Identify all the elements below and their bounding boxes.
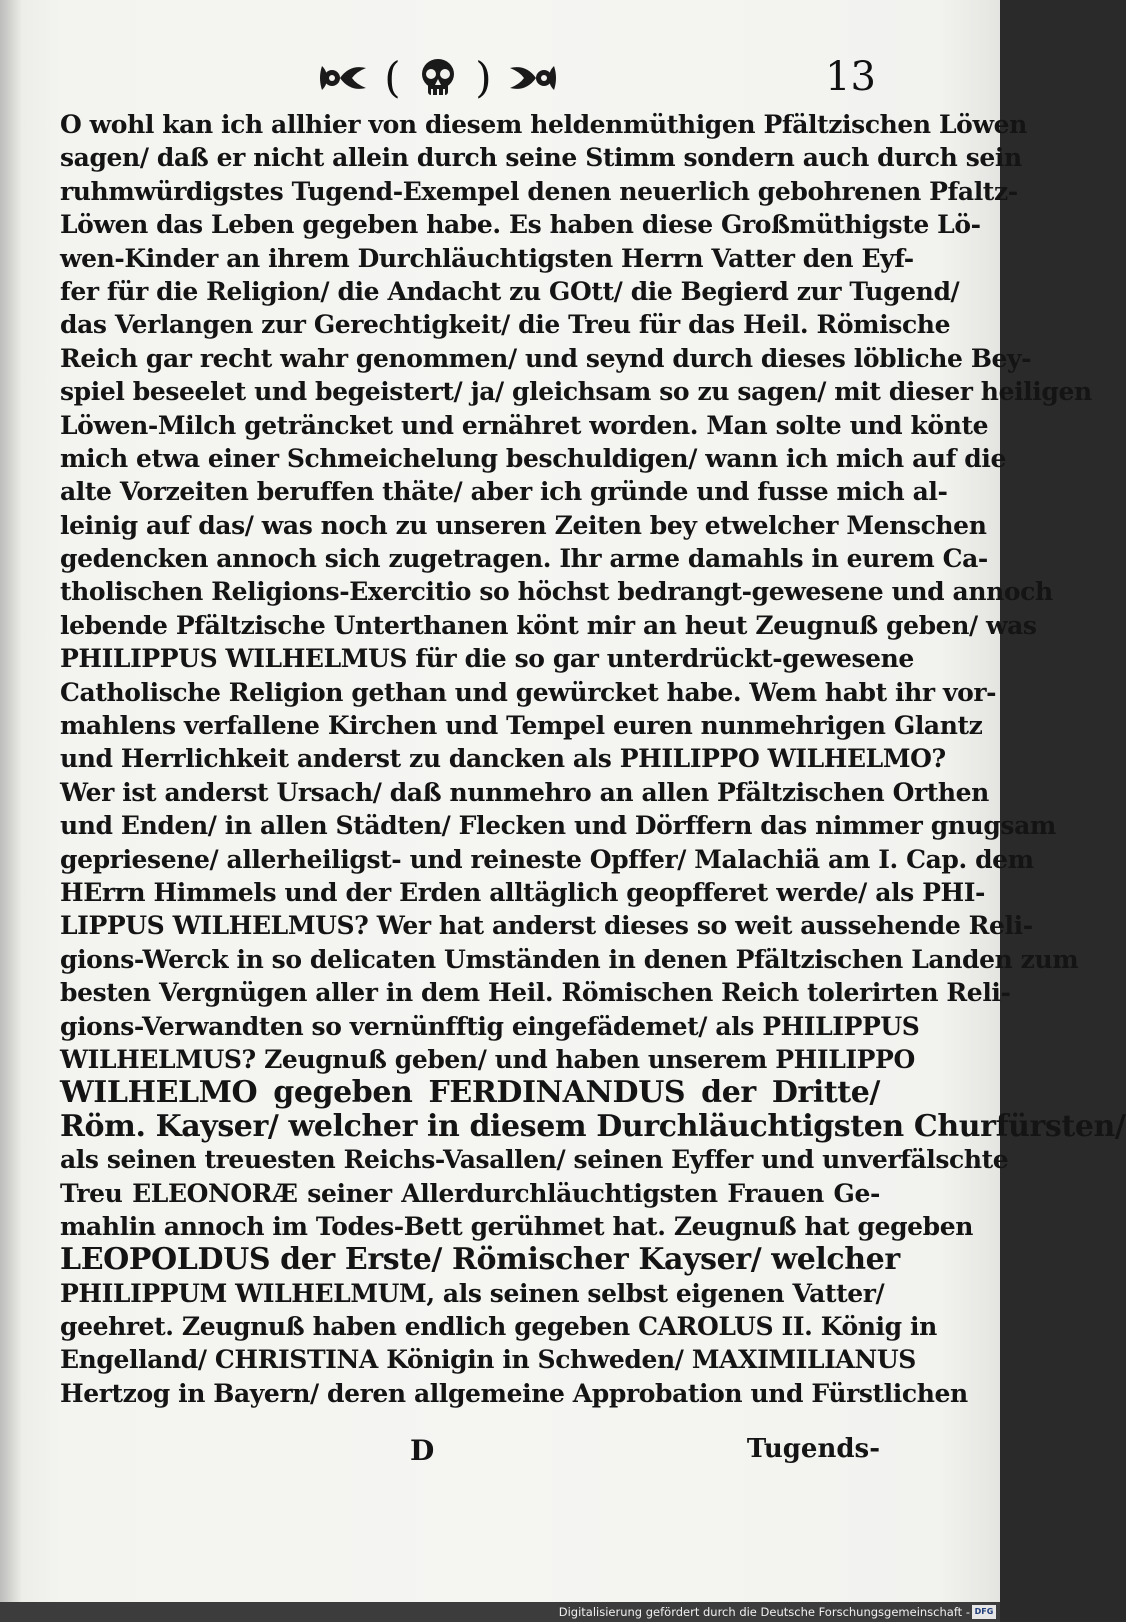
text-line: WILHELMUS? Zeugnuß geben/ und haben unserem PHILIPPO <box>60 1044 915 1074</box>
skull-icon <box>415 55 461 101</box>
text-line: fer für die Religion/ die Andacht zu GOtt/ die Begierd zur Tugend/ <box>60 276 960 306</box>
page-number: 13 <box>825 54 876 100</box>
text-line: geehret. Zeugnuß haben endlich gegeben CAROLUS II. König in <box>60 1312 937 1342</box>
text-line: PHILIPPUS WILHELMUS für die so gar unterdrückt-gewesene <box>60 644 914 674</box>
header-paren-close: ) <box>475 53 492 102</box>
text-line: lebende Pfältzische Unterthanen könt mir an heut Zeugnuß geben/ was <box>60 610 1037 640</box>
text-line: spiel beseelet und begeistert/ ja/ gleichsam so zu sagen/ mit dieser heiligen <box>60 377 1092 407</box>
text-line: LIPPUS WILHELMUS? Wer hat anderst dieses so weit aussehende Reli- <box>60 911 1033 941</box>
text-line: O wohl kan ich allhier von diesem heldenmüthigen Pfältzischen Löwen <box>60 110 1027 139</box>
page-header <box>0 48 1000 108</box>
text-line: HErrn Himmels und der Erden alltäglich geopfferet werde/ als PHI- <box>60 877 985 907</box>
text-line: Hertzog in Bayern/ deren allgemeine Approbation und Fürstlichen <box>60 1378 968 1408</box>
text-line: Löwen-Milch geträncket und ernähret worden. Man solte und könte <box>60 410 989 440</box>
credit-text: Digitalisierung gefördert durch die Deutsche Forschungsgemeinschaft - <box>558 1605 970 1619</box>
header-paren-open: ( <box>384 53 401 102</box>
ornament-left-icon <box>318 58 370 98</box>
text-line: Reich gar recht wahr genommen/ und seynd durch dieses löbliche Bey- <box>60 343 1032 373</box>
catchword: Tugends- <box>746 1434 880 1464</box>
text-line: Wer ist anderst Ursach/ daß nunmehro an allen Pfältzischen Orthen <box>60 777 989 807</box>
text-line: und Enden/ in allen Städten/ Flecken und Dörffern das nimmer gnugsam <box>60 811 1056 841</box>
dfg-logo-icon: DFG <box>972 1605 996 1619</box>
text-line: mahlens verfallene Kirchen und Tempel euren nunmehrigen Glantz <box>60 711 983 741</box>
gutter-shadow <box>0 0 22 1622</box>
text-line: Engelland/ CHRISTINA Königin in Schweden/ MAXIMILIANUS <box>60 1345 916 1375</box>
header-ornament <box>318 48 558 108</box>
text-line: tholischen Religions-Exercitio so höchst bedrangt-gewesene und annoch <box>60 577 1053 607</box>
text-line: ruhmwürdigstes Tugend-Exempel denen neuerlich gebohrenen Pfaltz- <box>60 176 1018 206</box>
text-line: alte Vorzeiten beruffen thäte/ aber ich gründe und fusse mich al- <box>60 477 948 507</box>
text-line: WILHELMO gegeben FERDINANDUS der Dritte/ <box>60 1075 880 1111</box>
body-text <box>60 108 1126 1410</box>
text-line: Röm. Kayser/ welcher in diesem Durchläuchtigsten Churfürsten/ <box>60 1108 1126 1144</box>
credit-bar <box>0 1602 1000 1622</box>
text-line: gions-Verwandten so vernünfftig eingefädemet/ als PHILIPPUS <box>60 1011 920 1041</box>
text-line: sagen/ daß er nicht allein durch seine Stimm sondern auch durch sein <box>60 143 1022 173</box>
text-line: gedencken annoch sich zugetragen. Ihr arme damahls in eurem Ca- <box>60 544 988 574</box>
text-line: PHILIPPUM WILHELMUM, als seinen selbst eigenen Vatter/ <box>60 1278 885 1308</box>
text-line: Catholische Religion gethan und gewürcket habe. Wem habt ihr vor- <box>60 677 997 707</box>
text-line: leinig auf das/ was noch zu unseren Zeiten bey etwelcher Menschen <box>60 510 987 540</box>
text-line: LEOPOLDUS der Erste/ Römischer Kayser/ welcher <box>60 1242 900 1278</box>
text-line: gions-Werck in so delicaten Umständen in denen Pfältzischen Landen zum <box>60 944 1079 974</box>
text-line: gepriesene/ allerheiligst- und reineste Opffer/ Malachiä am I. Cap. dem <box>60 844 1034 874</box>
signature-mark: D <box>410 1434 435 1467</box>
ornament-right-icon <box>506 58 558 98</box>
text-line: und Herrlichkeit anderst zu dancken als PHILIPPO WILHELMO? <box>60 744 946 774</box>
text-line: das Verlangen zur Gerechtigkeit/ die Treu für das Heil. Römische <box>60 310 951 340</box>
text-line: Löwen das Leben gegeben habe. Es haben diese Großmüthigste Lö- <box>60 210 981 240</box>
text-line: mich etwa einer Schmeichelung beschuldigen/ wann ich mich auf die <box>60 443 1006 473</box>
page-footer <box>60 1434 880 1474</box>
text-line: besten Vergnügen aller in dem Heil. Römischen Reich tolerirten Reli- <box>60 978 1011 1008</box>
text-line: wen-Kinder an ihrem Durchläuchtigsten Herrn Vatter den Eyf- <box>60 243 914 273</box>
text-line: Treu ELEONORÆ seiner Allerdurchläuchtigsten Frauen Ge- <box>60 1178 880 1208</box>
text-line: als seinen treuesten Reichs-Vasallen/ seinen Eyffer und unverfälschte <box>60 1145 1009 1175</box>
text-line: mahlin annoch im Todes-Bett gerühmet hat. Zeugnuß hat gegeben <box>60 1211 974 1241</box>
